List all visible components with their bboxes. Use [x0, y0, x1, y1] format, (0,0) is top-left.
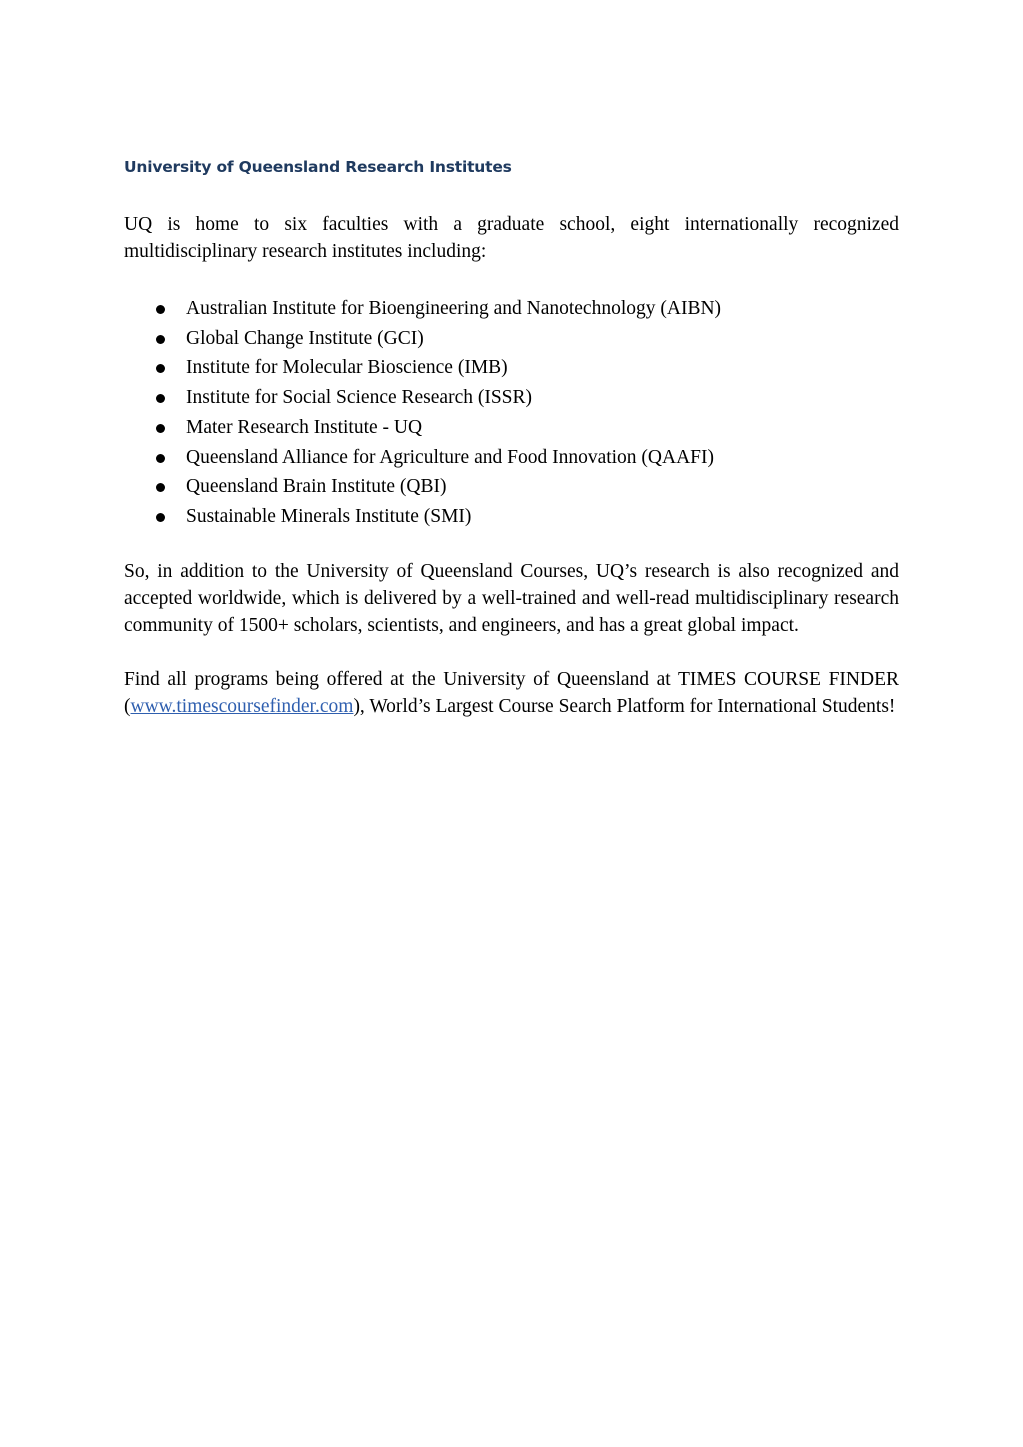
list-item-text: Mater Research Institute - UQ: [186, 416, 423, 438]
bullet-icon: [156, 424, 165, 433]
timescoursefinder-link[interactable]: www.timescoursefinder.com: [130, 695, 354, 717]
list-item: [124, 472, 899, 502]
list-item-text: Queensland Brain Institute (QBI): [186, 476, 447, 498]
find-text-before-link: Find all programs being offered at the University of Queensland at TIMES COURSE FINDER (: [124, 668, 899, 717]
bullet-icon: [156, 364, 165, 373]
list-item-text: Australian Institute for Bioengineering and Nanotechnology (AIBN): [186, 298, 722, 319]
intro-paragraph: UQ is home to six faculties with a graduate school, eight internationally recognized multidisciplinary research institutes including:: [124, 214, 899, 262]
list-item: [124, 502, 899, 532]
list-item: [124, 353, 899, 383]
list-item-text: Global Change Institute (GCI): [186, 327, 424, 349]
list-item: [124, 413, 899, 443]
bullet-icon: [156, 335, 165, 344]
institute-list: [124, 294, 899, 532]
bullet-icon: [156, 305, 165, 314]
list-item: [124, 324, 899, 354]
bullet-icon: [156, 454, 165, 463]
find-programs-paragraph: [124, 666, 899, 720]
research-paragraph: So, in addition to the University of Queensland Courses, UQ’s research is also recognized and accepted worldwide, which is delivered by a well-trained and well-read multidisciplinary research community of 1500+ scholars, scientists, and engineers, and has a great global impact.: [124, 560, 899, 636]
list-item: [124, 383, 899, 413]
page-title: University of Queensland Research Institutes: [124, 158, 512, 176]
list-item-text: Institute for Social Science Research (ISSR): [186, 387, 533, 409]
list-item: [124, 443, 899, 473]
list-item-text: Sustainable Minerals Institute (SMI): [186, 505, 472, 527]
bullet-icon: [156, 513, 165, 522]
list-item-text: Institute for Molecular Bioscience (IMB): [186, 357, 508, 379]
find-text-after-link: ), World’s Largest Course Search Platform for International Students!: [353, 695, 896, 717]
bullet-icon: [156, 483, 165, 492]
bullet-icon: [156, 394, 165, 403]
list-item: [124, 294, 899, 324]
list-item-text: Queensland Alliance for Agriculture and Food Innovation (QAAFI): [186, 446, 715, 468]
document-body: [124, 155, 899, 720]
